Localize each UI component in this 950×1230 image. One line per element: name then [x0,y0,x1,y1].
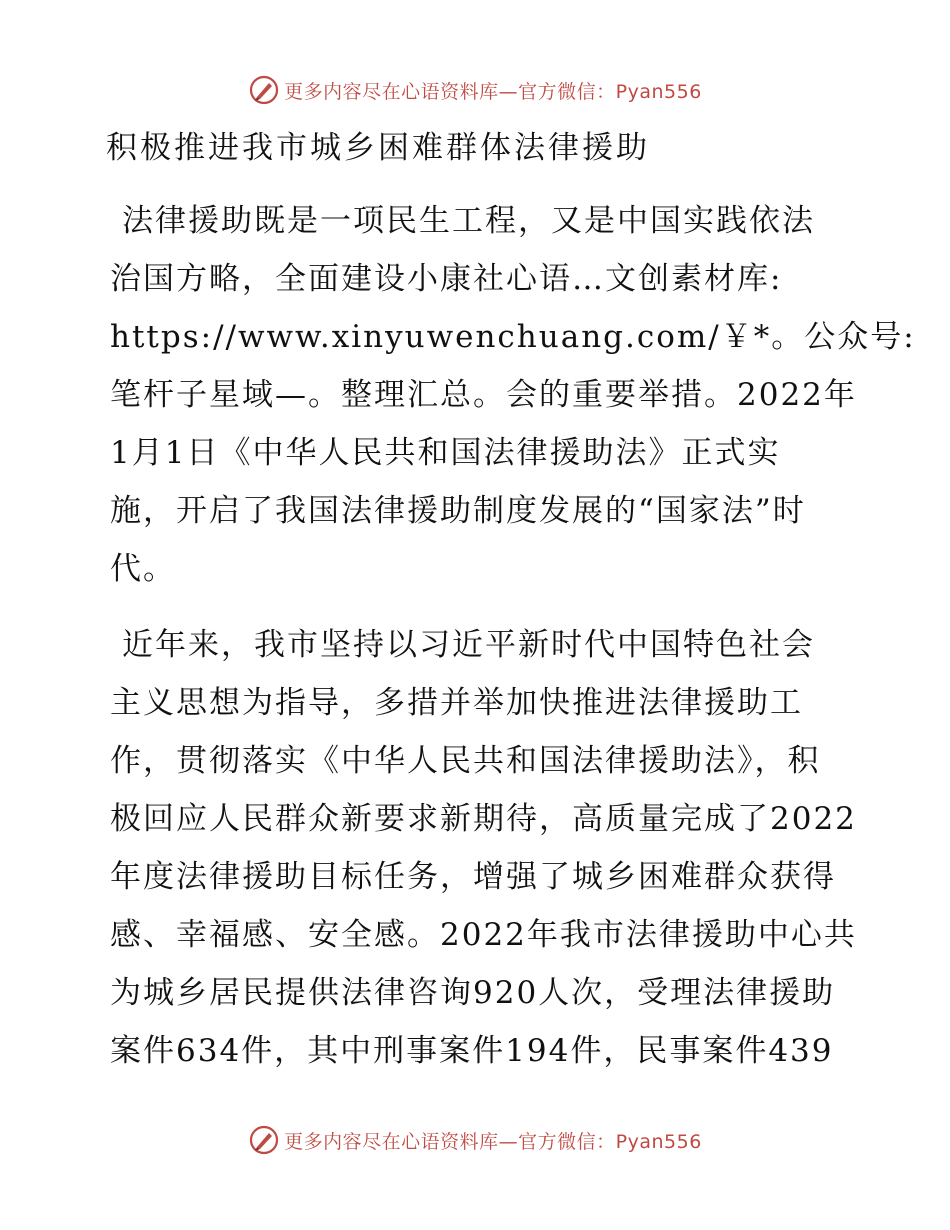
paragraph-line: 近年来，我市坚持以习近平新时代中国特色社会 [122,627,815,663]
paragraph-line: 感、幸福感、安全感。2022年我市法律援助中心共 [110,917,857,953]
paragraph-line: 治国方略，全面建设小康社心语…文创素材库: [110,261,783,297]
paragraph-2 [98,616,858,1080]
footer-watermark-banner [0,1120,950,1160]
pen-nib-logo-icon [248,1124,280,1156]
paragraph-line: 年度法律援助目标任务，增强了城乡困难群众获得 [110,859,836,895]
paragraph-line: 施，开启了我国法律援助制度发展的“国家法”时 [110,493,806,529]
paragraph-1 [98,192,916,598]
paragraph-line: 1月1日《中华人民共和国法律援助法》正式实 [110,435,781,471]
paragraph-line: 极回应人民群众新要求新期待，高质量完成了2022 [110,801,857,837]
watermark-text: 更多内容尽在心语资料库—官方微信：Pyan556 [284,1130,702,1153]
paragraph-line: 代。 [110,551,176,587]
paragraph-line: 主义思想为指导，多措并举加快推进法律援助工 [110,685,803,721]
document-page [98,122,916,1080]
document-title: 积极推进我市城乡困难群体法律援助 [106,130,650,166]
paragraph-line: 笔杆子星域—。整理汇总。会的重要举措。2022年 [110,377,857,413]
paragraph-line: 案件634件，其中刑事案件194件，民事案件439 [110,1033,834,1069]
paragraph-line: 法律援助既是一项民生工程，又是中国实践依法 [122,203,815,239]
paragraph-line: https://www.xinyuwenchuang.com/￥*。公众号: [110,319,916,355]
header-watermark-banner [0,70,950,110]
watermark-text: 更多内容尽在心语资料库—官方微信：Pyan556 [284,80,702,103]
paragraph-line: 为城乡居民提供法律咨询920人次，受理法律援助 [110,975,836,1011]
paragraph-line: 作，贯彻落实《中华人民共和国法律援助法》，积 [110,743,821,779]
pen-nib-logo-icon [248,74,280,106]
